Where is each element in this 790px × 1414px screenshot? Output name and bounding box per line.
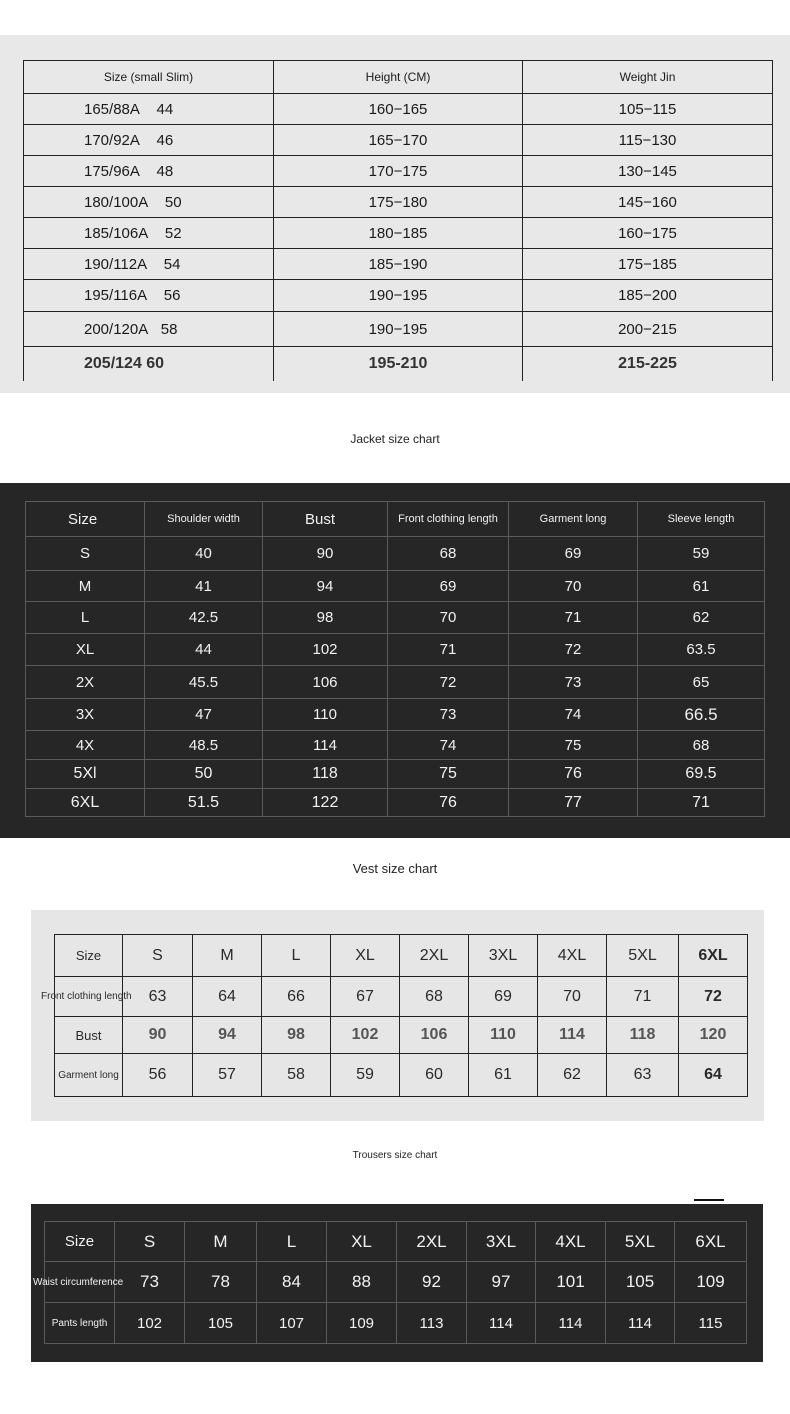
table-cell: 102 <box>115 1303 185 1344</box>
table-cell: 44 <box>145 634 263 666</box>
header-cell: XL <box>331 935 400 977</box>
vest-caption: Vest size chart <box>352 861 438 876</box>
table-cell: 78 <box>185 1262 257 1303</box>
header-cell: Height (CM) <box>274 61 523 94</box>
table-cell: 70 <box>388 602 509 634</box>
header-cell: Size <box>45 1222 115 1262</box>
table-cell: 122 <box>263 789 388 817</box>
table-cell: 105 <box>185 1303 257 1344</box>
table-row <box>26 571 765 602</box>
table-cell: 165/88A 44 <box>24 94 274 125</box>
header-cell: Weight Jin <box>523 61 773 94</box>
header-cell: Size <box>26 502 145 537</box>
table-cell: 92 <box>397 1262 467 1303</box>
table-cell: XL <box>26 634 145 666</box>
header-cell: Garment long <box>509 502 638 537</box>
table-cell: 75 <box>388 760 509 789</box>
table-cell: 106 <box>263 666 388 699</box>
table-cell: 160−175 <box>523 218 773 249</box>
table-cell: 200−215 <box>523 312 773 347</box>
vest-size-table <box>41 934 748 1097</box>
table-row <box>26 634 765 666</box>
table-cell: 120 <box>679 1017 748 1054</box>
vest-section <box>31 910 764 1121</box>
table-cell: 41 <box>145 571 263 602</box>
table-cell: 76 <box>509 760 638 789</box>
size-height-weight-table <box>23 60 773 381</box>
table-cell: 2X <box>26 666 145 699</box>
table-row <box>55 1017 748 1054</box>
table-cell: 94 <box>263 571 388 602</box>
header-cell: 2XL <box>400 935 469 977</box>
table-cell: 76 <box>388 789 509 817</box>
table-cell: L <box>26 602 145 634</box>
table-row <box>26 666 765 699</box>
header-cell: M <box>185 1222 257 1262</box>
table-cell: 72 <box>388 666 509 699</box>
table-cell: 109 <box>675 1262 747 1303</box>
jacket-section <box>0 483 790 838</box>
table-cell: 113 <box>397 1303 467 1344</box>
table-cell: 106 <box>400 1017 469 1054</box>
table-cell: 61 <box>638 571 765 602</box>
table-cell: 102 <box>263 634 388 666</box>
table-cell: 200/120A 58 <box>24 312 274 347</box>
table-cell: 69 <box>509 537 638 571</box>
table-cell: 57 <box>193 1054 262 1097</box>
table-cell: 73 <box>509 666 638 699</box>
table-cell: 65 <box>638 666 765 699</box>
header-cell: M <box>193 935 262 977</box>
row-label: Front clothing length <box>41 977 109 1017</box>
row-label: Waist circumference <box>33 1262 103 1303</box>
table-cell: 51.5 <box>145 789 263 817</box>
header-cell: Sleeve length <box>638 502 765 537</box>
table-cell: 45.5 <box>145 666 263 699</box>
table-cell: 42.5 <box>145 602 263 634</box>
row-label: Garment long <box>55 1054 123 1097</box>
table-cell: 97 <box>467 1262 536 1303</box>
table-cell: 180/100A 50 <box>24 187 274 218</box>
table-cell: 74 <box>509 699 638 731</box>
table-cell: 115−130 <box>523 125 773 156</box>
trousers-size-table <box>33 1221 747 1344</box>
table-cell: 110 <box>263 699 388 731</box>
table-cell: 63 <box>123 977 193 1017</box>
header-cell: Size (small Slim) <box>24 61 274 94</box>
table-cell: 69 <box>388 571 509 602</box>
table-cell: 88 <box>327 1262 397 1303</box>
table-cell: 115 <box>675 1303 747 1344</box>
header-cell: 2XL <box>397 1222 467 1262</box>
header-cell: Size <box>55 935 123 977</box>
trousers-section <box>31 1204 763 1362</box>
table-cell: M <box>26 571 145 602</box>
table-row <box>24 249 773 280</box>
table-cell: 75 <box>509 731 638 760</box>
table-row <box>24 218 773 249</box>
row-label: Pants length <box>45 1303 115 1344</box>
header-cell: Bust <box>263 502 388 537</box>
table-cell: 109 <box>327 1303 397 1344</box>
table-cell: 56 <box>123 1054 193 1097</box>
table-cell: 110 <box>469 1017 538 1054</box>
table-cell: 101 <box>536 1262 606 1303</box>
header-cell: S <box>123 935 193 977</box>
jacket-size-table <box>25 501 765 817</box>
table-cell: 98 <box>262 1017 331 1054</box>
table-cell: 205/124 60 <box>24 347 274 381</box>
table-cell: 60 <box>400 1054 469 1097</box>
header-cell: 6XL <box>679 935 748 977</box>
table-row <box>24 125 773 156</box>
table-cell: 105−115 <box>523 94 773 125</box>
table-cell: 180−185 <box>274 218 523 249</box>
header-cell: L <box>257 1222 327 1262</box>
table-cell: 69 <box>469 977 538 1017</box>
table-cell: 73 <box>388 699 509 731</box>
table-cell: 185−190 <box>274 249 523 280</box>
table-cell: 94 <box>193 1017 262 1054</box>
table-cell: 62 <box>538 1054 607 1097</box>
table-cell: 215-225 <box>523 347 773 381</box>
table-cell: 64 <box>679 1054 748 1097</box>
table-row <box>26 731 765 760</box>
trousers-caption: Trousers size chart <box>352 1150 438 1161</box>
table-cell: 50 <box>145 760 263 789</box>
table-cell: 118 <box>607 1017 679 1054</box>
table-cell: 47 <box>145 699 263 731</box>
table-row <box>24 187 773 218</box>
table-row <box>26 699 765 731</box>
table-cell: 114 <box>263 731 388 760</box>
table-row <box>55 977 748 1017</box>
table-row <box>24 347 773 381</box>
header-cell: Front clothing length <box>388 502 509 537</box>
table-cell: 105 <box>606 1262 675 1303</box>
table-cell: 71 <box>509 602 638 634</box>
table-cell: 4X <box>26 731 145 760</box>
header-cell: 4XL <box>538 935 607 977</box>
table-cell: 114 <box>467 1303 536 1344</box>
table-cell: 185/106A 52 <box>24 218 274 249</box>
table-cell: 62 <box>638 602 765 634</box>
table-cell: 114 <box>606 1303 675 1344</box>
table-row <box>26 537 765 571</box>
table-cell: 190/112A 54 <box>24 249 274 280</box>
header-cell: XL <box>327 1222 397 1262</box>
table-cell: 90 <box>123 1017 193 1054</box>
header-cell: 4XL <box>536 1222 606 1262</box>
table-cell: 5Xl <box>26 760 145 789</box>
table-cell: 74 <box>388 731 509 760</box>
jacket-caption: Jacket size chart <box>350 432 440 446</box>
table-cell: 66.5 <box>638 699 765 731</box>
row-label: Bust <box>55 1017 123 1054</box>
table-cell: 64 <box>193 977 262 1017</box>
table-cell: 185−200 <box>523 280 773 312</box>
table-cell: 145−160 <box>523 187 773 218</box>
table-cell: 68 <box>638 731 765 760</box>
table-cell: 61 <box>469 1054 538 1097</box>
table-cell: 170/92A 46 <box>24 125 274 156</box>
header-cell: 5XL <box>607 935 679 977</box>
table-header-row <box>24 61 773 94</box>
header-cell: S <box>115 1222 185 1262</box>
table-cell: 66 <box>262 977 331 1017</box>
table-cell: 90 <box>263 537 388 571</box>
table-header-row <box>55 935 748 977</box>
table-cell: 73 <box>115 1262 185 1303</box>
table-row <box>24 94 773 125</box>
header-cell: 3XL <box>467 1222 536 1262</box>
table-cell: 130−145 <box>523 156 773 187</box>
table-cell: 160−165 <box>274 94 523 125</box>
header-cell: 3XL <box>469 935 538 977</box>
table-cell: 165−170 <box>274 125 523 156</box>
table-row <box>45 1262 747 1303</box>
table-cell: 59 <box>638 537 765 571</box>
table-cell: 72 <box>509 634 638 666</box>
table-cell: 40 <box>145 537 263 571</box>
table-cell: 63 <box>607 1054 679 1097</box>
size-height-weight-section <box>0 35 790 393</box>
table-header-row <box>26 502 765 537</box>
table-cell: 71 <box>638 789 765 817</box>
table-row <box>26 789 765 817</box>
table-cell: 68 <box>388 537 509 571</box>
header-cell: L <box>262 935 331 977</box>
table-cell: 68 <box>400 977 469 1017</box>
table-cell: 48.5 <box>145 731 263 760</box>
table-cell: 98 <box>263 602 388 634</box>
table-row <box>24 312 773 347</box>
table-cell: 175−180 <box>274 187 523 218</box>
table-cell: 71 <box>607 977 679 1017</box>
table-cell: 175−185 <box>523 249 773 280</box>
table-cell: 3X <box>26 699 145 731</box>
table-header-row <box>45 1222 747 1262</box>
table-row <box>26 760 765 789</box>
divider <box>694 1199 724 1201</box>
header-cell: 5XL <box>606 1222 675 1262</box>
table-row <box>24 156 773 187</box>
header-cell: 6XL <box>675 1222 747 1262</box>
table-cell: 195/116A 56 <box>24 280 274 312</box>
table-cell: 72 <box>679 977 748 1017</box>
table-cell: 102 <box>331 1017 400 1054</box>
table-cell: 6XL <box>26 789 145 817</box>
table-cell: 59 <box>331 1054 400 1097</box>
table-cell: 71 <box>388 634 509 666</box>
table-row <box>55 1054 748 1097</box>
table-cell: 84 <box>257 1262 327 1303</box>
header-cell: Shoulder width <box>145 502 263 537</box>
table-cell: 118 <box>263 760 388 789</box>
table-cell: 77 <box>509 789 638 817</box>
table-cell: 70 <box>509 571 638 602</box>
table-cell: 107 <box>257 1303 327 1344</box>
table-cell: 70 <box>538 977 607 1017</box>
table-cell: 114 <box>538 1017 607 1054</box>
table-cell: 58 <box>262 1054 331 1097</box>
table-cell: S <box>26 537 145 571</box>
table-cell: 190−195 <box>274 312 523 347</box>
table-cell: 69.5 <box>638 760 765 789</box>
table-cell: 195-210 <box>274 347 523 381</box>
table-cell: 67 <box>331 977 400 1017</box>
table-cell: 175/96A 48 <box>24 156 274 187</box>
table-row <box>26 602 765 634</box>
table-row <box>24 280 773 312</box>
table-cell: 190−195 <box>274 280 523 312</box>
table-cell: 63.5 <box>638 634 765 666</box>
table-row <box>45 1303 747 1344</box>
table-cell: 114 <box>536 1303 606 1344</box>
table-cell: 170−175 <box>274 156 523 187</box>
